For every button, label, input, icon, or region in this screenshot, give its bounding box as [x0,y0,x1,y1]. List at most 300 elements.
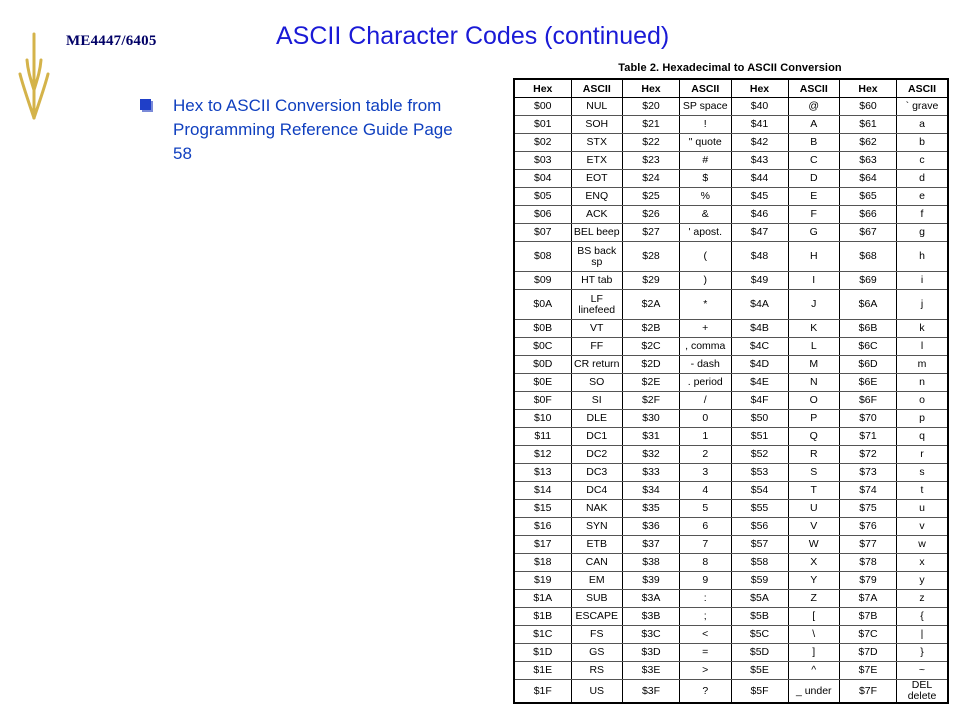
hex-cell: $0B [514,320,571,338]
ascii-cell: l [897,338,949,356]
hex-cell: $51 [731,428,788,446]
hex-cell: $2D [623,356,680,374]
ascii-cell: W [788,536,840,554]
hex-cell: $6B [840,320,897,338]
ascii-cell: V [788,518,840,536]
table-row [514,428,948,446]
ascii-cell: 2 [680,446,732,464]
hex-cell: $56 [731,518,788,536]
hex-cell: $2E [623,374,680,392]
hex-cell: $70 [840,410,897,428]
hex-cell: $09 [514,272,571,290]
table-row [514,152,948,170]
table-row [514,644,948,662]
ascii-cell: y [897,572,949,590]
ascii-cell: 6 [680,518,732,536]
table-caption: Table 2. Hexadecimal to ASCII Conversion [618,62,842,74]
hex-cell: $39 [623,572,680,590]
hex-cell: $5D [731,644,788,662]
hex-cell: $44 [731,170,788,188]
hex-cell: $6F [840,392,897,410]
hex-cell: $1A [514,590,571,608]
ascii-cell: H [788,242,840,272]
hex-cell: $63 [840,152,897,170]
ascii-cell: F [788,206,840,224]
ascii-cell: ( [680,242,732,272]
ascii-cell: ) [680,272,732,290]
ascii-cell: K [788,320,840,338]
ascii-cell: 4 [680,482,732,500]
course-code: ME4447/6405 [66,33,157,49]
table-row [514,392,948,410]
ascii-cell: m [897,356,949,374]
hex-cell: $27 [623,224,680,242]
bullet-square-icon [140,99,151,110]
ascii-cell: DC1 [571,428,623,446]
column-header: Hex [514,79,571,98]
hex-cell: $52 [731,446,788,464]
ascii-cell: R [788,446,840,464]
ascii-cell: ACK [571,206,623,224]
ascii-cell: g [897,224,949,242]
hex-cell: $01 [514,116,571,134]
ascii-cell: . period [680,374,732,392]
hex-cell: $6C [840,338,897,356]
ascii-cell: DLE [571,410,623,428]
hex-cell: $59 [731,572,788,590]
table-row [514,224,948,242]
table-row [514,518,948,536]
hex-cell: $64 [840,170,897,188]
ascii-cell: u [897,500,949,518]
ascii-cell: ETB [571,536,623,554]
ascii-cell: ESCAPE [571,608,623,626]
ascii-cell: X [788,554,840,572]
ascii-cell: 8 [680,554,732,572]
hex-cell: $0E [514,374,571,392]
hex-cell: $2A [623,290,680,320]
hex-cell: $07 [514,224,571,242]
ascii-cell: 7 [680,536,732,554]
hex-cell: $0D [514,356,571,374]
hex-cell: $1E [514,662,571,680]
column-header: Hex [840,79,897,98]
ascii-cell: $ [680,170,732,188]
hex-cell: $1C [514,626,571,644]
ascii-cell: c [897,152,949,170]
ascii-cell: SP space [680,98,732,116]
hex-cell: $6A [840,290,897,320]
ascii-cell: DC3 [571,464,623,482]
hex-cell: $15 [514,500,571,518]
hex-cell: $02 [514,134,571,152]
hex-cell: $3F [623,680,680,704]
hex-cell: $11 [514,428,571,446]
hex-cell: $19 [514,572,571,590]
ascii-cell: O [788,392,840,410]
hex-cell: $6E [840,374,897,392]
ascii-cell: M [788,356,840,374]
ascii-cell: # [680,152,732,170]
ascii-cell: BEL beep [571,224,623,242]
hex-cell: $26 [623,206,680,224]
ascii-cell: { [897,608,949,626]
ascii-cell: < [680,626,732,644]
hex-cell: $5B [731,608,788,626]
hex-cell: $0A [514,290,571,320]
hex-cell: $22 [623,134,680,152]
hex-cell: $7F [840,680,897,704]
hex-cell: $49 [731,272,788,290]
hex-cell: $35 [623,500,680,518]
hex-cell: $24 [623,170,680,188]
ascii-cell: 3 [680,464,732,482]
ascii-cell: k [897,320,949,338]
hex-cell: $45 [731,188,788,206]
ascii-cell: ~ [897,662,949,680]
hex-cell: $10 [514,410,571,428]
hex-cell: $1B [514,608,571,626]
ascii-cell: / [680,392,732,410]
hex-cell: $78 [840,554,897,572]
ascii-cell: 1 [680,428,732,446]
ascii-cell: - dash [680,356,732,374]
table-row [514,572,948,590]
ascii-cell: q [897,428,949,446]
table-row [514,680,948,704]
ascii-cell: SI [571,392,623,410]
ascii-cell: U [788,500,840,518]
hex-cell: $21 [623,116,680,134]
ascii-cell: EM [571,572,623,590]
hex-cell: $4F [731,392,788,410]
ascii-cell: ] [788,644,840,662]
table-row [514,482,948,500]
ascii-cell: SUB [571,590,623,608]
ascii-cell: % [680,188,732,206]
slide-title: ASCII Character Codes (continued) [276,22,670,50]
hex-cell: $76 [840,518,897,536]
ascii-cell: A [788,116,840,134]
hex-cell: $6D [840,356,897,374]
ascii-cell: BS back sp [571,242,623,272]
ascii-cell: Y [788,572,840,590]
ascii-cell: ^ [788,662,840,680]
hex-cell: $4A [731,290,788,320]
hex-cell: $13 [514,464,571,482]
hex-cell: $61 [840,116,897,134]
hex-cell: $77 [840,536,897,554]
ascii-cell: P [788,410,840,428]
table-row [514,608,948,626]
hex-cell: $3A [623,590,680,608]
hex-cell: $75 [840,500,897,518]
ascii-cell: @ [788,98,840,116]
hex-cell: $3D [623,644,680,662]
ascii-cell: FF [571,338,623,356]
ascii-cell: \ [788,626,840,644]
ascii-cell: T [788,482,840,500]
hex-cell: $40 [731,98,788,116]
bullet-text: Hex to ASCII Conversion table from Programming Reference Guide Page 58 [173,96,453,163]
table-row [514,626,948,644]
table-row [514,500,948,518]
hex-cell: $74 [840,482,897,500]
ascii-cell: D [788,170,840,188]
hex-cell: $28 [623,242,680,272]
ascii-cell: * [680,290,732,320]
table-row [514,554,948,572]
hex-cell: $48 [731,242,788,272]
ascii-cell: Z [788,590,840,608]
hex-cell: $04 [514,170,571,188]
hex-cell: $33 [623,464,680,482]
table-row [514,170,948,188]
hex-cell: $66 [840,206,897,224]
table-row [514,206,948,224]
hex-cell: $4D [731,356,788,374]
ascii-cell: : [680,590,732,608]
table-row [514,374,948,392]
ascii-cell: d [897,170,949,188]
hex-cell: $05 [514,188,571,206]
hex-cell: $17 [514,536,571,554]
ascii-cell: HT tab [571,272,623,290]
ascii-cell: s [897,464,949,482]
ascii-cell: GS [571,644,623,662]
table-row [514,338,948,356]
ascii-cell: VT [571,320,623,338]
ascii-cell: + [680,320,732,338]
hex-cell: $12 [514,446,571,464]
ascii-conversion-table [513,60,947,704]
hex-cell: $14 [514,482,571,500]
ascii-cell: NAK [571,500,623,518]
ascii-cell: i [897,272,949,290]
hex-cell: $1F [514,680,571,704]
ascii-cell: L [788,338,840,356]
table-row [514,272,948,290]
hex-cell: $67 [840,224,897,242]
hex-cell: $53 [731,464,788,482]
hex-cell: $68 [840,242,897,272]
hex-cell: $5C [731,626,788,644]
hex-cell: $20 [623,98,680,116]
column-header: ASCII [788,79,840,98]
hex-cell: $4B [731,320,788,338]
ascii-cell: r [897,446,949,464]
ascii-cell: 9 [680,572,732,590]
hex-cell: $5E [731,662,788,680]
ascii-cell: CAN [571,554,623,572]
hex-cell: $16 [514,518,571,536]
ascii-cell: " quote [680,134,732,152]
hex-cell: $5F [731,680,788,704]
hex-cell: $3B [623,608,680,626]
hex-cell: $72 [840,446,897,464]
ascii-cell: ; [680,608,732,626]
hex-cell: $4E [731,374,788,392]
hex-cell: $7E [840,662,897,680]
table-row [514,242,948,272]
hex-cell: $54 [731,482,788,500]
hex-cell: $57 [731,536,788,554]
ascii-cell: h [897,242,949,272]
ascii-cell: LF linefeed [571,290,623,320]
hex-cell: $1D [514,644,571,662]
hex-cell: $7C [840,626,897,644]
ascii-cell: STX [571,134,623,152]
ascii-cell: [ [788,608,840,626]
ascii-cell: > [680,662,732,680]
hex-cell: $71 [840,428,897,446]
ascii-cell: ' apost. [680,224,732,242]
ascii-cell: DEL delete [897,680,949,704]
hex-cell: $79 [840,572,897,590]
ascii-cell: , comma [680,338,732,356]
ascii-cell: S [788,464,840,482]
hex-cell: $32 [623,446,680,464]
hex-cell: $03 [514,152,571,170]
ascii-cell: e [897,188,949,206]
hex-cell: $2B [623,320,680,338]
ascii-cell: v [897,518,949,536]
table-row [514,590,948,608]
hex-cell: $55 [731,500,788,518]
hex-cell: $18 [514,554,571,572]
table-row [514,410,948,428]
hex-cell: $5A [731,590,788,608]
hex-cell: $42 [731,134,788,152]
ascii-cell: G [788,224,840,242]
ascii-cell: Q [788,428,840,446]
column-header: ASCII [680,79,732,98]
hex-cell: $25 [623,188,680,206]
ascii-cell: DC4 [571,482,623,500]
ascii-cell: ` grave [897,98,949,116]
ascii-cell: E [788,188,840,206]
ascii-cell: B [788,134,840,152]
hex-cell: $43 [731,152,788,170]
table-row [514,446,948,464]
georgia-tech-logo [18,30,50,122]
hex-cell: $00 [514,98,571,116]
hex-cell: $2F [623,392,680,410]
hex-ascii-table [513,78,949,704]
ascii-cell: SOH [571,116,623,134]
hex-cell: $0F [514,392,571,410]
hex-cell: $34 [623,482,680,500]
table-row [514,662,948,680]
ascii-cell: _ under [788,680,840,704]
table-header-row [514,79,948,98]
hex-cell: $47 [731,224,788,242]
ascii-cell: x [897,554,949,572]
hex-cell: $06 [514,206,571,224]
hex-cell: $23 [623,152,680,170]
ascii-cell: w [897,536,949,554]
column-header: ASCII [571,79,623,98]
hex-cell: $36 [623,518,680,536]
ascii-cell: p [897,410,949,428]
table-row [514,116,948,134]
hex-cell: $2C [623,338,680,356]
hex-cell: $3E [623,662,680,680]
ascii-cell: ! [680,116,732,134]
ascii-cell: ETX [571,152,623,170]
ascii-cell: = [680,644,732,662]
table-row [514,356,948,374]
hex-cell: $7A [840,590,897,608]
ascii-cell: z [897,590,949,608]
ascii-cell: a [897,116,949,134]
ascii-cell: | [897,626,949,644]
ascii-cell: & [680,206,732,224]
ascii-cell: N [788,374,840,392]
table-row [514,536,948,554]
hex-cell: $31 [623,428,680,446]
table-row [514,98,948,116]
ascii-cell: t [897,482,949,500]
table-row [514,188,948,206]
hex-cell: $60 [840,98,897,116]
ascii-cell: I [788,272,840,290]
ascii-cell: b [897,134,949,152]
ascii-cell: C [788,152,840,170]
ascii-cell: SO [571,374,623,392]
hex-cell: $37 [623,536,680,554]
ascii-cell: SYN [571,518,623,536]
hex-cell: $58 [731,554,788,572]
ascii-cell: 5 [680,500,732,518]
ascii-cell: NUL [571,98,623,116]
table-row [514,464,948,482]
table-row [514,290,948,320]
ascii-cell: ? [680,680,732,704]
hex-cell: $50 [731,410,788,428]
column-header: Hex [731,79,788,98]
hex-cell: $62 [840,134,897,152]
hex-cell: $73 [840,464,897,482]
ascii-cell: DC2 [571,446,623,464]
hex-cell: $46 [731,206,788,224]
ascii-cell: EOT [571,170,623,188]
column-header: Hex [623,79,680,98]
column-header: ASCII [897,79,949,98]
ascii-cell: RS [571,662,623,680]
ascii-cell: j [897,290,949,320]
hex-cell: $69 [840,272,897,290]
ascii-cell: ENQ [571,188,623,206]
ascii-cell: US [571,680,623,704]
ascii-cell: FS [571,626,623,644]
hex-cell: $29 [623,272,680,290]
ascii-cell: J [788,290,840,320]
ascii-cell: 0 [680,410,732,428]
hex-cell: $4C [731,338,788,356]
hex-cell: $38 [623,554,680,572]
hex-cell: $41 [731,116,788,134]
ascii-cell: o [897,392,949,410]
ascii-cell: f [897,206,949,224]
hex-cell: $3C [623,626,680,644]
ascii-cell: CR return [571,356,623,374]
hex-cell: $0C [514,338,571,356]
ascii-cell: n [897,374,949,392]
ascii-cell: } [897,644,949,662]
hex-cell: $7B [840,608,897,626]
table-row [514,320,948,338]
